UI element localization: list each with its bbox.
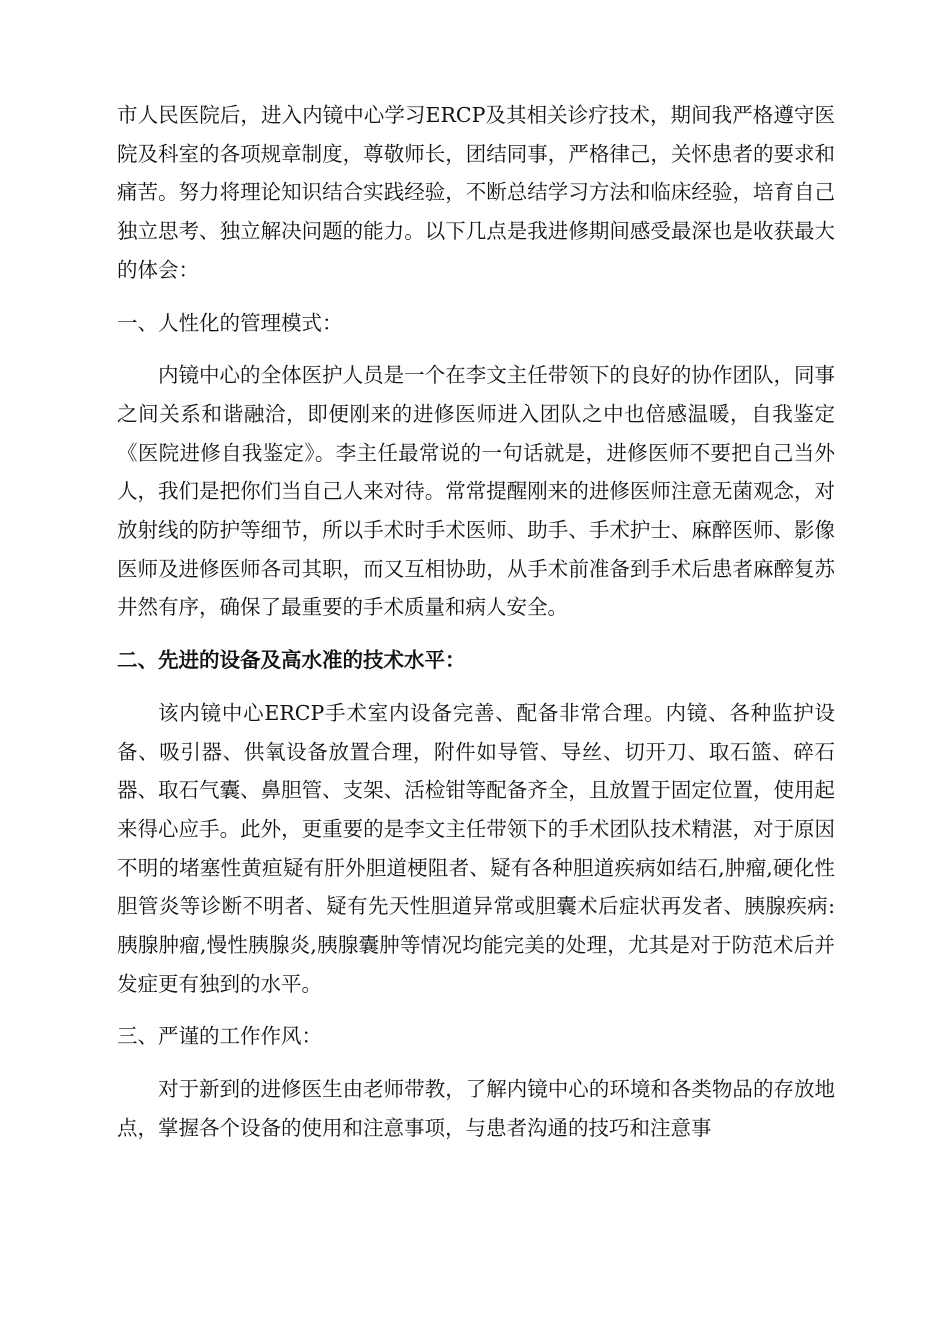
- section-1-paragraph: 内镜中心的全体医护人员是一个在李文主任带领下的良好的协作团队，同事之间关系和谐融洽，即便刚来的进修医师进入团队之中也倍感温暖，自我鉴定《医院进修自我鉴定》。李主任最常说的一句话就是，进修医师不要把自己当外人，我们是把你们当自己人来对待。常常提醒刚来的进修医师注意无菌观念，对放射线的防护等细节，所以手术时手术医师、助手、手术护士、麻醉医师、影像医师及进修医师各司其职，而又互相协助，从手术前准备到手术后患者麻醉复苏井然有序，确保了最重要的手术质量和病人安全。: [117, 363, 835, 620]
- section-2-heading: 二、先进的设备及高水准的技术水平：: [117, 648, 466, 673]
- section-2-paragraph: 该内镜中心ERCP手术室内设备完善、配备非常合理。内镜、各种监护设备、吸引器、供氧设备放置合理，附件如导管、导丝、切开刀、取石篮、碎石器、取石气囊、鼻胆管、支架、活检钳等配备齐全，且放置于固定位置，使用起来得心应手。此外，更重要的是李文主任带领下的手术团队技术精湛，对于原因不明的堵塞性黄疸疑有肝外胆道梗阻者、疑有各种胆道疾病如结石,肿瘤,硬化性胆管炎等诊断不明者、疑有先天性胆道异常或胆囊术后症状再发者、胰腺疾病:胰腺肿瘤,慢性胰腺炎,胰腺囊肿等情况均能完美的处理，尤其是对于防范术后并发症更有独到的水平。: [117, 700, 835, 996]
- section-3-heading: 三、严谨的工作作风：: [117, 1024, 322, 1049]
- intro-paragraph: 市人民医院后，进入内镜中心学习ERCP及其相关诊疗技术，期间我严格遵守医院及科室的各项规章制度，尊敬师长，团结同事，严格律己，关怀患者的要求和痛苦。努力将理论知识结合实践经验，不断总结学习方法和临床经验，培育自己独立思考、独立解决问题的能力。以下几点是我进修期间感受最深也是收获最大的体会：: [117, 103, 835, 282]
- section-1-heading: 一、人性化的管理模式：: [117, 310, 343, 335]
- section-3-paragraph: 对于新到的进修医生由老师带教，了解内镜中心的环境和各类物品的存放地点，掌握各个设备的使用和注意事项，与患者沟通的技巧和注意事: [117, 1077, 835, 1140]
- document-page: [117, 96, 835, 1162]
